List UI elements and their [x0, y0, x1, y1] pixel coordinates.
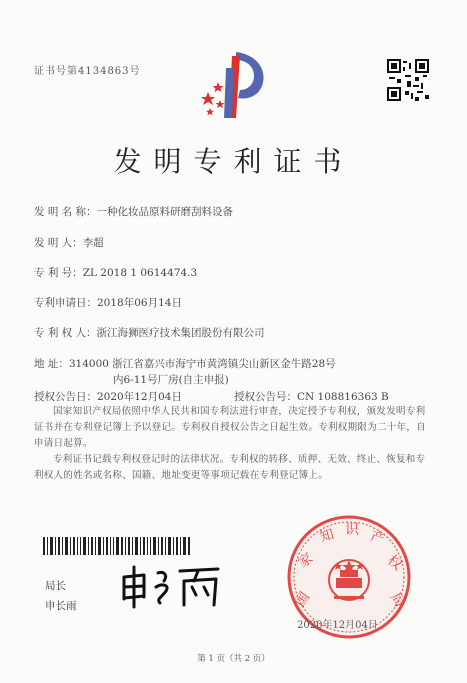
- address-value-line1: 314000 浙江省嘉兴市海宁市黄湾镇尖山新区金牛路28号: [68, 358, 336, 370]
- barcode: [43, 537, 191, 555]
- grant-number-value: CN 108816363 B: [297, 391, 389, 403]
- address-value-line2: 内6-11号厂房(自主申报): [113, 374, 229, 386]
- legal-status-paragraph: 专利证书记载专利权登记时的法律状况。专利权的转移、质押、无效、终止、恢复和专利权人的姓名或名称、国籍、地址变更等事项记载在专利登记簿上。: [34, 454, 426, 481]
- filing-date-value: 2018年06月14日: [97, 297, 182, 309]
- inventor-row: [34, 235, 104, 250]
- svg-text:识: 识: [345, 522, 359, 538]
- patent-holder-value: 浙江海狮医疗技术集团股份有限公司: [96, 327, 265, 339]
- director-title: 局长: [45, 580, 66, 592]
- invention-name-label: 发 明 名 称：: [34, 206, 97, 218]
- svg-text:知: 知: [318, 526, 336, 546]
- invention-name-value: 一种化妆品原料研磨刮料设备: [96, 206, 234, 218]
- invention-name-row: [34, 204, 233, 219]
- seal-date: 2020年12月04日: [297, 620, 378, 631]
- certificate-title: 发明专利证书: [113, 145, 354, 178]
- patent-number-label: 专 利 号：: [34, 267, 83, 279]
- filing-date-label: 专利申请日：: [34, 297, 97, 309]
- svg-text:产: 产: [368, 528, 387, 548]
- filing-date-row: [34, 295, 182, 310]
- inventor-value: 李超: [82, 237, 104, 249]
- svg-text:权: 权: [384, 552, 405, 574]
- handwritten-signature: [118, 563, 226, 609]
- svg-text:局: 局: [386, 589, 408, 611]
- address-label: 地 址：: [34, 358, 69, 370]
- svg-text:家: 家: [295, 550, 317, 572]
- grant-number-label: 授权公告号：: [234, 391, 297, 403]
- grant-date-value: 2020年12月04日: [97, 391, 182, 403]
- certificate-number: 证书号第4134863号: [34, 66, 141, 77]
- director-name: 申长雨: [45, 600, 77, 612]
- address-row: [34, 356, 336, 371]
- grant-paragraph: 国家知识产权局依照中华人民共和国专利法进行审查，决定授予专利权，颁发发明专利证书并在专利登记簿上予以登记。专利权自授权公告之日起生效。专利权期限为二十年，自申请日起算。: [34, 406, 427, 449]
- patent-number-row: [34, 265, 197, 280]
- grant-date-row: [34, 389, 182, 404]
- grant-date-label: 授权公告日：: [34, 391, 97, 403]
- page-footer: 第 1 页（共 2 页）: [197, 654, 270, 664]
- cnipa-logo: [196, 48, 270, 122]
- inventor-label: 发 明 人：: [34, 237, 83, 249]
- svg-text:国: 国: [292, 589, 314, 611]
- patent-number-value: ZL 2018 1 0614474.3: [82, 267, 198, 279]
- patent-holder-label: 专 利 权 人：: [34, 327, 97, 339]
- patent-holder-row: [34, 325, 265, 340]
- grant-number-row: [234, 389, 389, 404]
- qr-code: [387, 58, 429, 102]
